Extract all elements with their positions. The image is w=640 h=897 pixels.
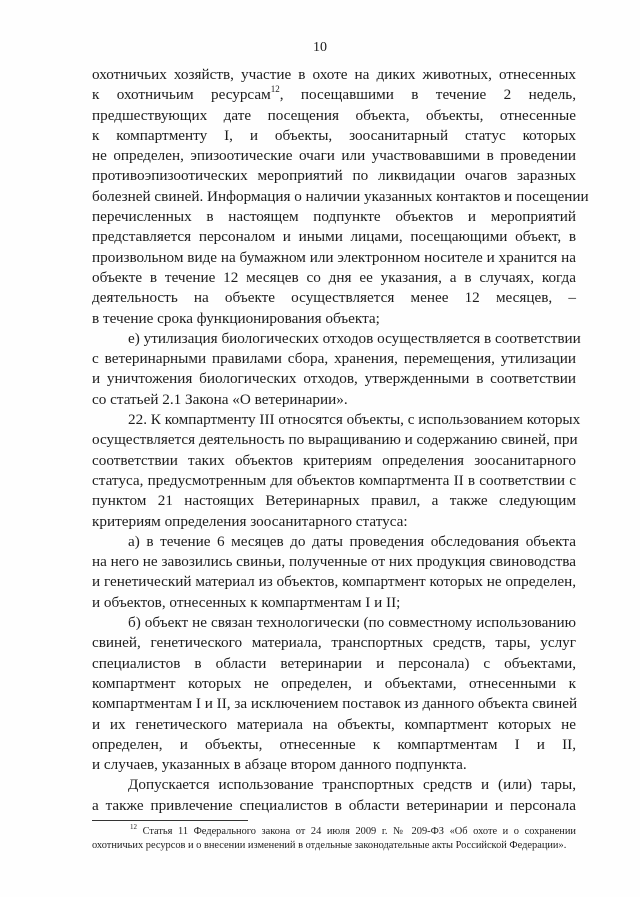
text-line: произвольном виде на бумажном или электронном носителе и хранится на <box>92 248 576 266</box>
text-line: пунктом 21 настоящих Ветеринарных правил, а также следующим <box>92 492 576 510</box>
text-line: и их генетического материала на объекты, компартмент которых не <box>92 715 576 733</box>
text-line: статуса, предусмотренным для объектов компартмента II в соответствии с <box>92 471 576 489</box>
text-line: деятельность на объекте осуществляется менее 12 месяцев, – <box>92 289 576 307</box>
text-line: со статьей 2.1 Закона «О ветеринарии». <box>92 390 348 408</box>
text-line: свиней, генетического материала, транспортных средств, тары, услуг <box>92 634 576 652</box>
footnote-reference: 12 <box>270 84 280 95</box>
text-line: б) объект не связан технологически (по совместному использованию <box>128 614 576 632</box>
footnote-line <box>92 822 576 839</box>
text-line: представляется персоналом и иными лицами, посещающими объект, в <box>92 228 576 246</box>
text-line: соответствии таких объектов критериям определения зоосанитарного <box>92 451 576 469</box>
text-line: критериям определения зоосанитарного статуса: <box>92 512 408 530</box>
text-line: и объектов, отнесенных к компартментам I и II; <box>92 593 401 611</box>
text-line: перечисленных в настоящем подпункте объектов и мероприятий <box>92 208 576 226</box>
text-line: Допускается использование транспортных средств и (или) тары, <box>128 776 576 794</box>
text-line: с ветеринарными правилами сбора, хранения, перемещения, утилизации <box>92 350 576 368</box>
text-line: и случаев, указанных в абзаце втором данного подпункта. <box>92 756 467 774</box>
text-line: не определен, эпизоотические очаги или участвовавшими в проведении <box>92 147 576 165</box>
text-line: объекте в течение 12 месяцев со дня ее указания, а в случаях, когда <box>92 268 576 286</box>
footnote-text: Статья 11 Федерального закона от 24 июля 2009 г. № 209-ФЗ «Об охоте и о сохранении <box>142 826 576 837</box>
body-text <box>92 65 589 816</box>
page-number: 10 <box>313 40 327 55</box>
text-line: 22. К компартменту III относятся объекты, с использованием которых <box>128 411 581 429</box>
text-line: определен, и объекты, отнесенные к компартментам I и II, <box>92 735 576 753</box>
text-line: осуществляется деятельность по выращиванию и содержанию свиней, при <box>92 431 578 449</box>
text-line: болезней свиней. Информация о наличии указанных контактов и посещении <box>92 187 589 205</box>
footnote-divider <box>92 820 248 821</box>
text-line: а также привлечение специалистов в области ветеринарии и персонала <box>92 796 576 814</box>
footnote-marker: 12 <box>130 822 137 831</box>
text-line: на него не завозились свиньи, полученные от них продукция свиноводства <box>92 553 576 571</box>
text-line: компартмент которых не определен, и объектами, отнесенными к <box>92 674 576 692</box>
text-line: компартментам I и II, за исключением поставок из данного объекта свиней <box>92 695 578 713</box>
text-line <box>92 85 576 105</box>
text-line: а) в течение 6 месяцев до даты проведения обследования объекта <box>128 532 576 550</box>
text-line: и уничтожения биологических отходов, утвержденными в соответствии <box>92 370 576 388</box>
footnote-line: охотничьих ресурсов и о внесении изменений в отдельные законодательные акты Российской Федерации». <box>92 840 567 851</box>
text-line: специалистов в области ветеринарии и персонала) с объектами, <box>92 654 576 672</box>
text-line: противоэпизоотических мероприятий по ликвидации очагов заразных <box>92 167 576 185</box>
text-line: и генетический материал из объектов, компартмент которых не определен, <box>92 573 576 591</box>
text-line: в течение срока функционирования объекта; <box>92 309 380 327</box>
text-segment: к охотничьим ресурсам <box>92 86 271 104</box>
text-line: предшествующих дате посещения объекта, объекты, отнесенные <box>92 106 576 124</box>
text-line: е) утилизация биологических отходов осуществляется в соответствии <box>128 329 581 347</box>
text-line: к компартменту I, и объекты, зоосанитарный статус которых <box>92 126 576 144</box>
text-segment: , посещавшими в течение 2 недель, <box>279 86 577 104</box>
text-line: охотничьих хозяйств, участие в охоте на диких животных, отнесенных <box>92 66 576 83</box>
footnote <box>92 822 576 853</box>
